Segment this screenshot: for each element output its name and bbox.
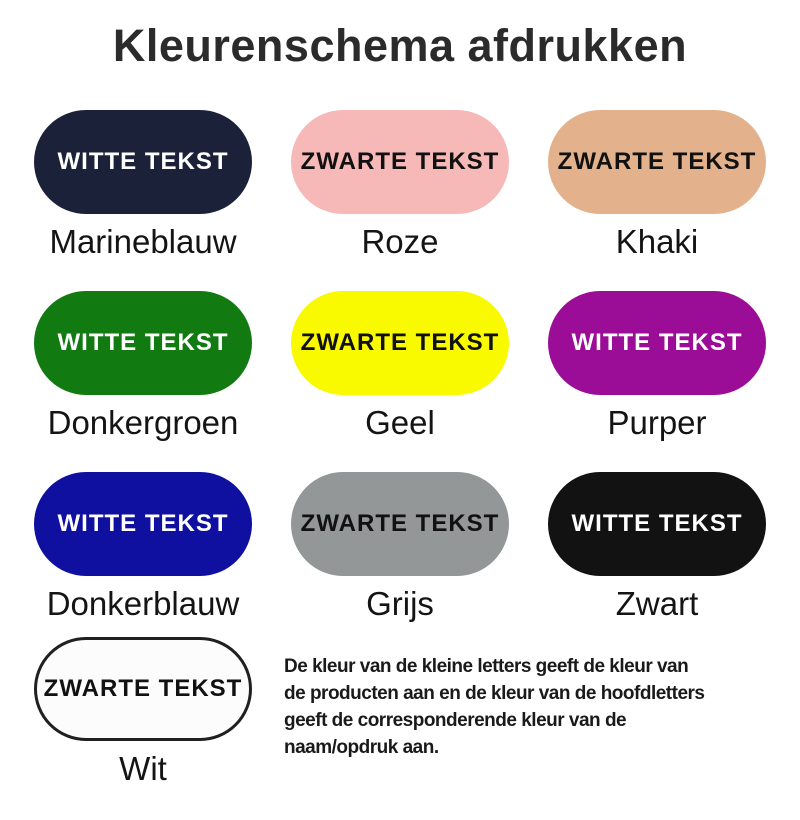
swatch-print-text: WITTE TEKST (571, 329, 743, 356)
swatch-print-text: ZWARTE TEKST (300, 329, 500, 356)
swatch-print-text: ZWARTE TEKST (557, 148, 757, 175)
legend-note-line: geeft de corresponderende kleur van de (284, 710, 627, 731)
swatch-print-text: WITTE TEKST (57, 329, 229, 356)
swatch-print-text: WITTE TEKST (57, 148, 229, 175)
swatch-cell-zwart (544, 472, 770, 622)
swatch-label: Wit (119, 750, 167, 787)
color-swatch-donkergroen (34, 291, 252, 395)
swatch-cell-khaki (544, 110, 770, 260)
color-swatch-marineblauw (34, 110, 252, 214)
color-swatch-wit (34, 637, 252, 741)
swatch-print-text: ZWARTE TEKST (300, 148, 500, 175)
swatch-cell-grijs (287, 472, 513, 622)
bottom-row (0, 637, 800, 787)
legend-note-line: de producten aan en de kleur van de hoofdletters (284, 683, 705, 704)
swatch-grid (0, 110, 800, 622)
swatch-label: Zwart (615, 585, 699, 622)
swatch-label: Grijs (366, 585, 434, 622)
swatch-cell-donkergroen (30, 291, 256, 441)
swatch-row-2 (30, 291, 770, 441)
swatch-cell-wit (30, 637, 256, 787)
color-swatch-zwart (548, 472, 766, 576)
legend-note-line: naam/opdruk aan. (284, 737, 439, 758)
swatch-cell-purper (544, 291, 770, 441)
swatch-cell-donkerblauw (30, 472, 256, 622)
swatch-label: Marineblauw (49, 223, 237, 260)
swatch-label: Roze (361, 223, 439, 260)
color-swatch-purper (548, 291, 766, 395)
color-swatch-khaki (548, 110, 766, 214)
color-swatch-donkerblauw (34, 472, 252, 576)
swatch-label: Donkergroen (47, 404, 239, 441)
swatch-print-text: WITTE TEKST (57, 510, 229, 537)
swatch-cell-marineblauw (30, 110, 256, 260)
color-swatch-roze (291, 110, 509, 214)
swatch-row-1 (30, 110, 770, 260)
legend-note-line: De kleur van de kleine letters geeft de kleur van (284, 656, 689, 677)
swatch-row-3 (30, 472, 770, 622)
swatch-cell-roze (287, 110, 513, 260)
swatch-label: Purper (607, 404, 707, 441)
swatch-print-text: ZWARTE TEKST (43, 675, 243, 702)
color-swatch-grijs (291, 472, 509, 576)
swatch-print-text: WITTE TEKST (571, 510, 743, 537)
swatch-label: Khaki (615, 223, 699, 260)
swatch-cell-geel (287, 291, 513, 441)
swatch-print-text: ZWARTE TEKST (300, 510, 500, 537)
swatch-label: Geel (365, 404, 435, 441)
page-title: Kleurenschema afdrukken (112, 20, 688, 71)
legend-note (284, 653, 704, 761)
color-swatch-geel (291, 291, 509, 395)
swatch-label: Donkerblauw (46, 585, 240, 622)
